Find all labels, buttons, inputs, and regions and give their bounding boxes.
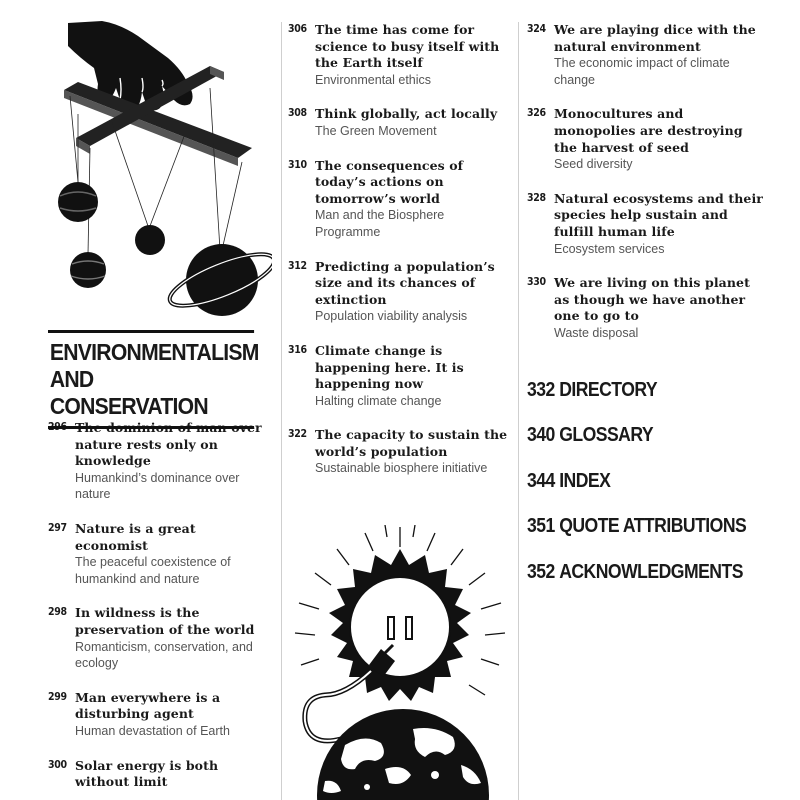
backmatter-glossary[interactable] <box>527 423 756 447</box>
planet-icon <box>70 252 106 288</box>
backmatter-list <box>527 378 787 605</box>
entry-title: We are living on this planet as though we have another one to go to <box>554 275 750 324</box>
page-number: 312 <box>288 259 307 272</box>
planet-icon <box>135 225 165 255</box>
toc-entry[interactable] <box>527 106 767 172</box>
page-number: 308 <box>288 107 307 120</box>
column-right <box>527 0 767 800</box>
earth-icon <box>317 709 489 800</box>
backmatter-acknowledgments[interactable] <box>527 560 756 584</box>
entry-subtitle: Humankind’s dominance over nature <box>75 470 240 502</box>
toc-list-left <box>48 420 272 800</box>
page-number: 322 <box>288 428 307 441</box>
toc-entry[interactable] <box>48 758 272 791</box>
page-number: 330 <box>527 276 546 289</box>
backmatter-label: QUOTE ATTRIBUTIONS <box>559 515 747 538</box>
toc-entry[interactable] <box>527 22 767 88</box>
toc-entry[interactable] <box>288 106 508 139</box>
entry-title: Man everywhere is a disturbing agent <box>75 689 221 722</box>
entry-subtitle: Seed diversity <box>554 157 633 172</box>
toc-entry[interactable] <box>288 343 508 409</box>
entry-title: Monocultures and monopolies are destroying the harvest of seed <box>554 106 743 155</box>
section-heading <box>48 330 259 429</box>
page-number: 352 <box>527 560 555 583</box>
section-heading-line: ENVIRONMENTALISM <box>49 339 259 365</box>
section-heading-line: AND CONSERVATION <box>49 366 208 419</box>
toc-entry[interactable] <box>48 521 272 587</box>
toc-entry[interactable] <box>288 22 508 88</box>
page-number: 332 <box>527 379 555 401</box>
entry-subtitle: The peaceful coexistence of humankind and nature <box>75 555 231 586</box>
backmatter-directory[interactable] <box>527 378 756 402</box>
page-number: 316 <box>288 343 307 356</box>
toc-entry[interactable] <box>527 275 767 341</box>
entry-title: Nature is a great economist <box>75 520 196 553</box>
toc-entry[interactable] <box>48 605 272 671</box>
ringed-planet-icon <box>164 244 272 316</box>
page-number: 300 <box>48 758 67 771</box>
entry-subtitle: Romanticism, conservation, and ecology <box>75 639 253 671</box>
page-number: 297 <box>48 521 67 534</box>
page-number: 326 <box>527 107 546 120</box>
entry-title: We are playing dice with the natural environment <box>554 22 756 54</box>
sun-icon <box>329 549 471 701</box>
entry-subtitle: The Green Movement <box>315 123 437 138</box>
backmatter-label: ACKNOWLEDGMENTS <box>559 560 743 583</box>
page-number: 306 <box>288 23 307 35</box>
toc-list-right <box>527 22 767 360</box>
toc-entry[interactable] <box>288 427 508 477</box>
page-number: 298 <box>48 606 67 619</box>
page-number: 299 <box>48 690 67 703</box>
planet-icon <box>58 182 98 222</box>
page-number: 296 <box>48 421 67 433</box>
column-divider <box>518 22 519 800</box>
backmatter-label: GLOSSARY <box>559 424 654 447</box>
sun-plug-earth-illustration <box>285 525 515 800</box>
puppet-planets-illustration <box>50 18 272 323</box>
entry-title: The consequences of today’s actions on tomorrow’s world <box>315 157 464 206</box>
entry-title: Climate change is happening here. It is happening now <box>315 342 464 392</box>
backmatter-label: DIRECTORY <box>559 379 658 401</box>
toc-entry[interactable] <box>288 158 508 241</box>
page-number: 340 <box>527 424 555 447</box>
toc-entry[interactable] <box>48 690 272 740</box>
entry-title: The capacity to sustain the world’s population <box>315 427 508 459</box>
entry-subtitle: Waste disposal <box>554 325 639 340</box>
entry-title: The dominion of man over nature rests only on knowledge <box>75 420 262 469</box>
page-number: 351 <box>527 515 555 538</box>
column-divider <box>281 22 282 800</box>
entry-subtitle: Environmental ethics <box>315 72 432 87</box>
entry-title: Think globally, act locally <box>315 106 498 122</box>
entry-subtitle: The economic impact of climate change <box>554 56 730 87</box>
entry-title: In wildness is the preservation of the world <box>75 605 255 637</box>
toc-entry[interactable] <box>527 191 767 257</box>
page-number: 344 <box>527 469 555 492</box>
entry-title: Predicting a population’s size and its chances of extinction <box>315 258 495 307</box>
toc-entry[interactable] <box>48 420 272 503</box>
page-number: 324 <box>527 23 546 35</box>
backmatter-label: INDEX <box>559 469 611 492</box>
page-number: 310 <box>288 158 307 171</box>
entry-subtitle: Human devastation of Earth <box>75 723 230 738</box>
entry-title: The time has come for science to busy itself with the Earth itself <box>315 22 500 71</box>
entry-subtitle: Population viability analysis <box>315 309 468 324</box>
entry-title: Solar energy is both without limit <box>75 757 219 790</box>
entry-subtitle: Halting climate change <box>315 393 442 408</box>
page-number: 328 <box>527 191 546 204</box>
backmatter-quote-attributions[interactable] <box>527 514 756 538</box>
toc-entry[interactable] <box>288 259 508 325</box>
entry-title: Natural ecosystems and their species help sustain and fulfill human life <box>554 190 763 239</box>
entry-subtitle: Sustainable biosphere initiative <box>315 461 488 476</box>
entry-subtitle: Ecosystem services <box>554 241 665 256</box>
entry-subtitle: Man and the Biosphere Programme <box>315 208 445 239</box>
toc-list-middle <box>288 22 508 495</box>
backmatter-index[interactable] <box>527 469 756 493</box>
